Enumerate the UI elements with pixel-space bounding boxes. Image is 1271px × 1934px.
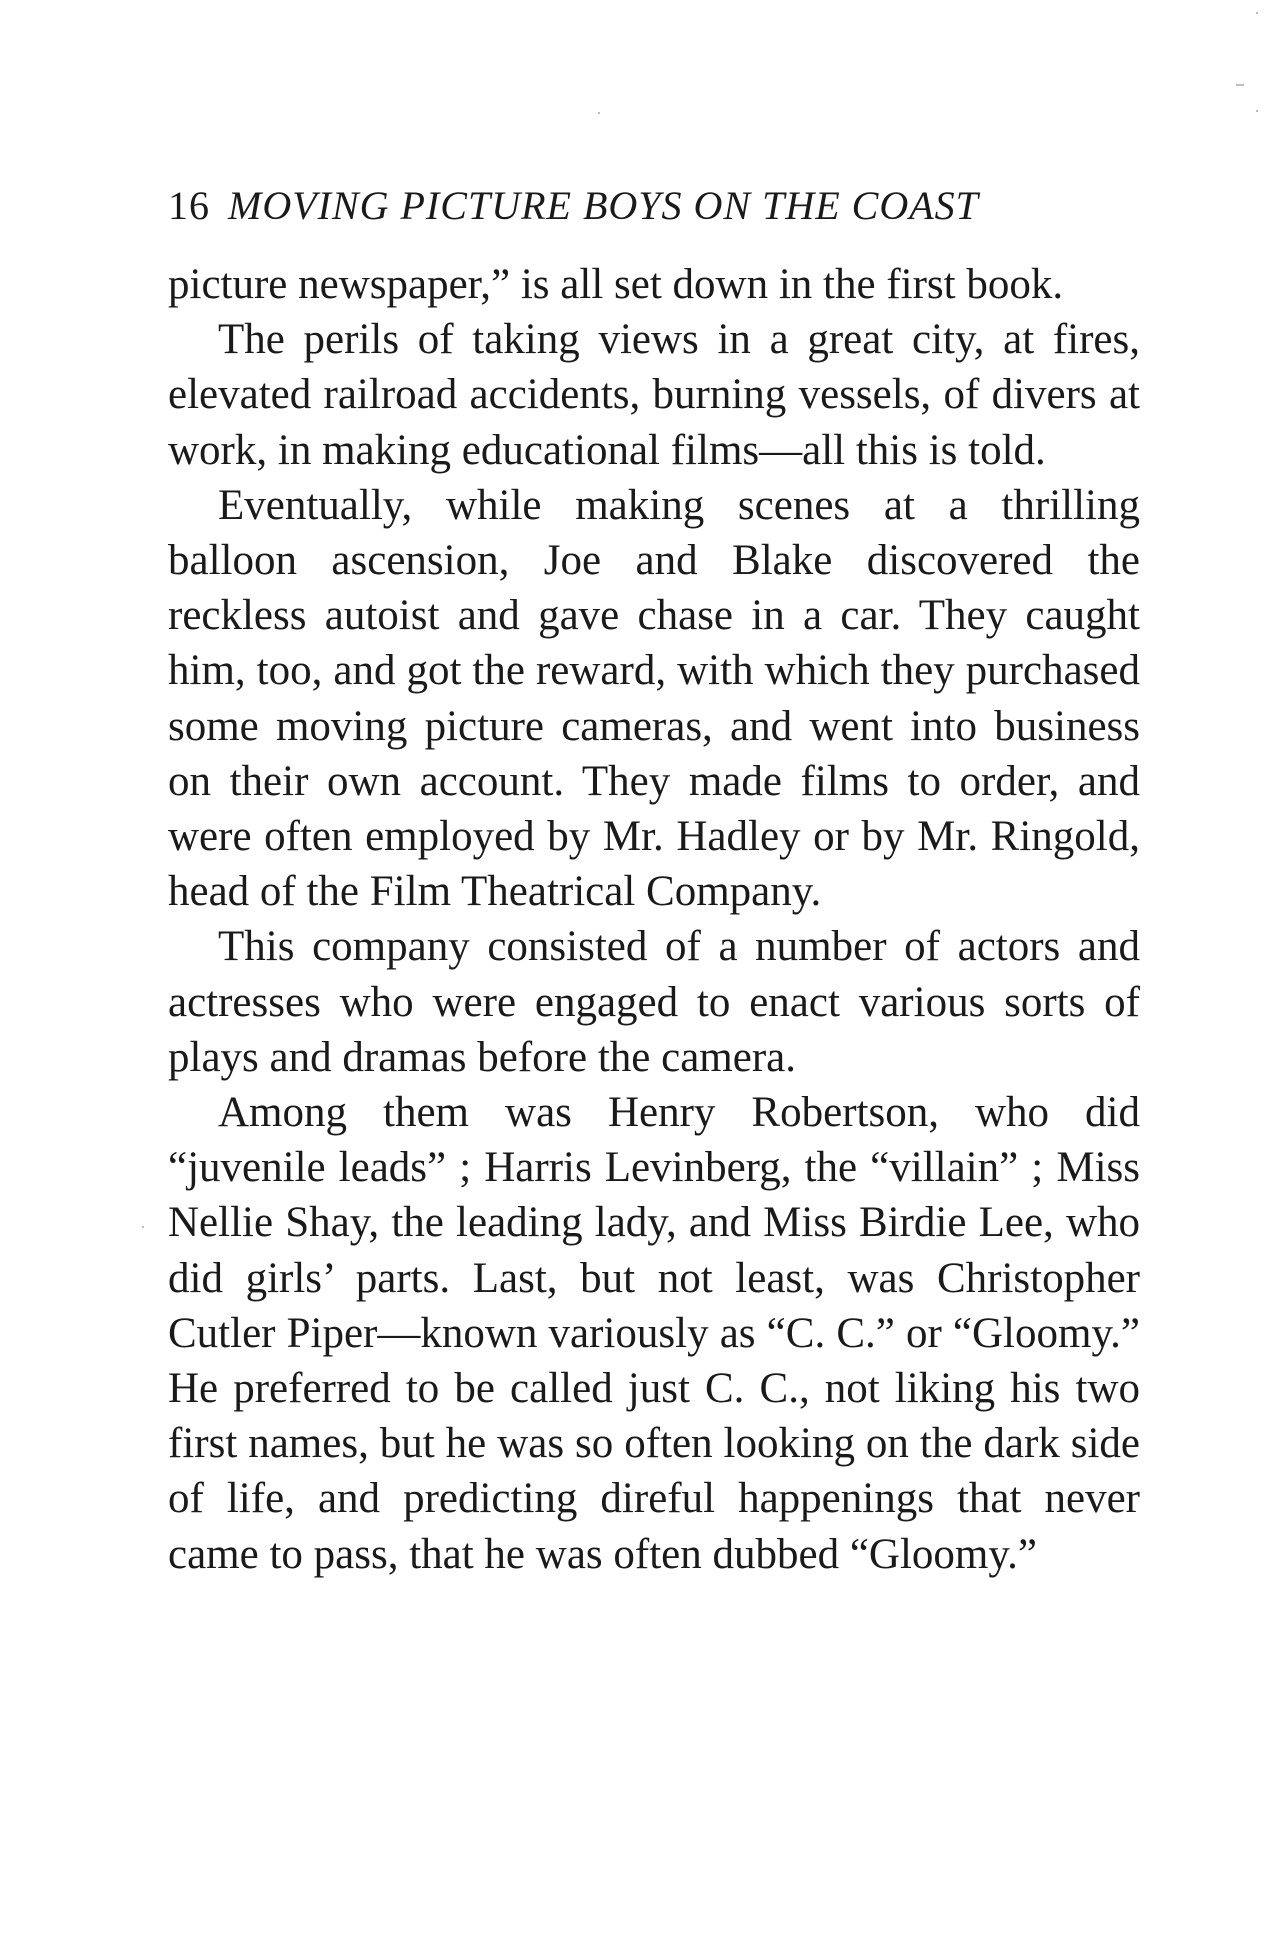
page-number: 16 [168,183,210,228]
paragraph-continued: picture newspaper,” is all set down in the first book. [168,261,1064,308]
paragraph-company: This company consisted of a number of actors and actresses who were engaged to enact various sorts of plays and dramas before the camera. [168,923,1140,1081]
paragraph-cast: Among them was Henry Robertson, who did “juvenile leads” ; Harris Levinberg, the “villain” ; Miss Nellie Shay, the leading lady, and Miss Birdie Lee, who did girls’ parts. Last, but not least, was Christopher Cutler Piper—known variously as “C. C.” or “Gloomy.” He preferred to be called just C. C., not liking his two first names, but he was so often looking on the dark side of life, and predicting direful happenings that never came to pass, that he was often dubbed “Gloomy.” [168,1089,1140,1578]
book-title: MOVING PICTURE BOYS ON THE COAST [228,183,979,228]
running-head [168,182,1148,230]
paragraph-balloon-ascension: Eventually, while making scenes at a thrilling balloon ascension, Joe and Blake discovered the reckless autoist and gave chase in a car. They caught him, too, and got the reward, with which they purchased some moving picture cameras, and went into business on their own account. They made films to order, and were often employed by Mr. Hadley or by Mr. Ringold, head of the Film Theatrical Company. [168,481,1140,916]
paragraph-perils: The perils of taking views in a great city, at fires, elevated railroad accidents, burning vessels, of divers at work, in making educational films—all this is told. [168,316,1140,474]
body-text [168,257,1140,1582]
